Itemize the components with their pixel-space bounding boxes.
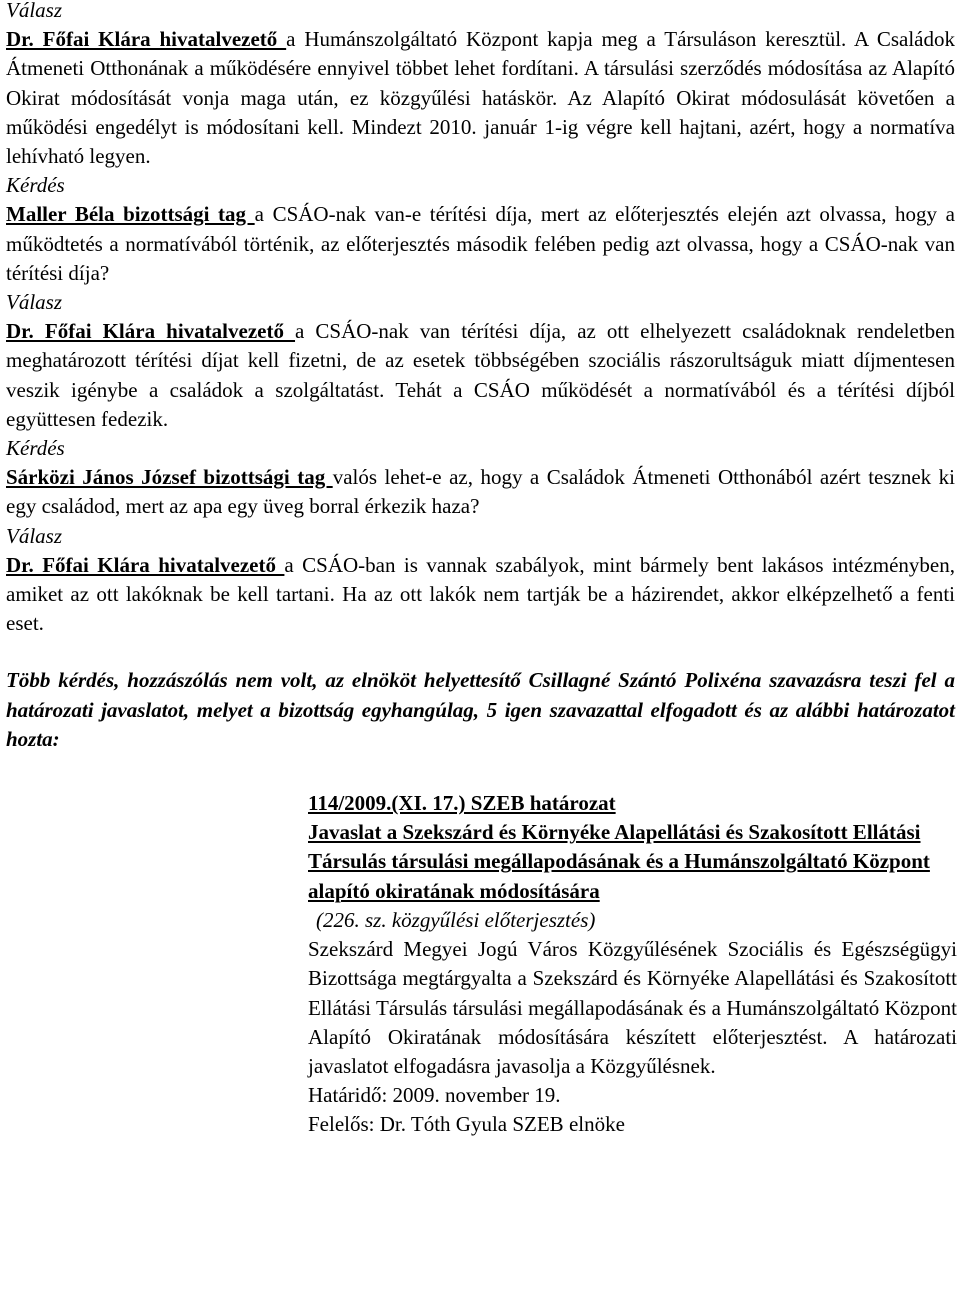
speaker-name: Dr. Főfai Klára hivatalvezető — [6, 552, 285, 577]
answer-paragraph — [6, 25, 955, 171]
vote-summary: Több kérdés, hozzászólás nem volt, az elnököt helyettesítő Csillagné Szántó Polixéna szavazásra teszi fel a határozati javaslatot, melyet a bizottság egyhangúlag, 5 igen szavazattal elfogadott és az alábbi határozatot hozta: — [6, 668, 955, 751]
resolution-title: Javaslat a Szekszárd és Környéke Alapellátási és Szakosított Ellátási Társulás társulási megállapodásának és a Humánszolgáltató Központ alapító okiratának módosítására — [308, 820, 930, 903]
qa-block — [6, 0, 955, 171]
qa-block — [6, 171, 955, 288]
answer-text: a Humánszolgáltató Központ kapja meg a Társuláson keresztül. A Családok Átmeneti Otthonának a működésére ennyivel többet lehet fordítani. A társulási szerződés módosítása az Alapító Okirat módosítását vonja maga után, ez közgyűlési hatáskör. Az Alapító Okirat módosulását követően a működési engedélyt is módosítani kell. Mindezt 2010. január 1-ig végre kell hajtani, azért, hogy a normatíva lehívható legyen. — [6, 27, 955, 169]
question-text: a CSÁO-nak van-e térítési díja, mert az előterjesztés elején azt olvassa, hogy a működtetés a normatívából történik, az előterjesztés második felében pedig azt olvassa, hogy a CSÁO-nak van térítési díja? — [6, 202, 955, 285]
qa-block — [6, 522, 955, 639]
document-page — [6, 0, 955, 1140]
question-text: valós lehet-e az, hogy a Családok Átmeneti Otthonából azért tesznek ki egy családod, mert az apa egy üveg borral érkezik haza? — [6, 465, 955, 519]
answer-paragraph — [6, 317, 955, 434]
question-label: Kérdés — [6, 436, 65, 461]
qa-block — [6, 434, 955, 522]
qa-block — [6, 288, 955, 434]
resolution-number: 114/2009.(XI. 17.) SZEB határozat — [308, 791, 616, 816]
resolution-reference: (226. sz. közgyűlési előterjesztés) — [316, 907, 596, 932]
speaker-name: Sárközi János József bizottsági tag — [6, 465, 333, 490]
answer-label: Válasz — [6, 523, 63, 548]
answer-label: Válasz — [6, 0, 63, 22]
question-paragraph — [6, 463, 955, 521]
question-label: Kérdés — [6, 173, 65, 198]
speaker-name: Dr. Főfai Klára hivatalvezető — [6, 319, 296, 344]
speaker-name: Dr. Főfai Klára hivatalvezető — [6, 27, 287, 52]
speaker-name: Maller Béla bizottsági tag — [6, 202, 255, 227]
resolution-responsible: Felelős: Dr. Tóth Gyula SZEB elnöke — [308, 1112, 625, 1137]
resolution-block — [308, 789, 957, 1139]
answer-paragraph — [6, 551, 955, 639]
answer-text: a CSÁO-ban is vannak szabályok, mint bármely bent lakásos intézményben, amiket az ott lakóknak be kell tartani. Ha az ott lakók nem tartják be a házirendet, akkor elképzelhető a fenti eset. — [6, 552, 955, 636]
resolution-body: Szekszárd Megyei Jogú Város Közgyűlésének Szociális és Egészségügyi Bizottsága megtárgyalta a Szekszárd és Környéke Alapellátási és Szakosított Ellátási Társulás társulási megállapodásának és a Humánszolgáltató Központ Alapító Okiratának módosítására készített előterjesztést. A határozati javaslatot elfogadásra javasolja a Közgyűlésnek. — [308, 937, 957, 1078]
resolution-deadline: Határidő: 2009. november 19. — [308, 1083, 561, 1108]
answer-text: a CSÁO-nak van térítési díja, az ott elhelyezett családoknak rendeletben meghatározott térítési díjat kell fizetni, de az esetek többségében szociális rászorultságuk miatt díjmentesen veszik igénybe a családok a szolgáltatást. Tehát a CSÁO működését a normatívából és a térítési díjból együttesen fedezik. — [6, 319, 955, 431]
answer-label: Válasz — [6, 290, 63, 315]
question-paragraph — [6, 200, 955, 288]
